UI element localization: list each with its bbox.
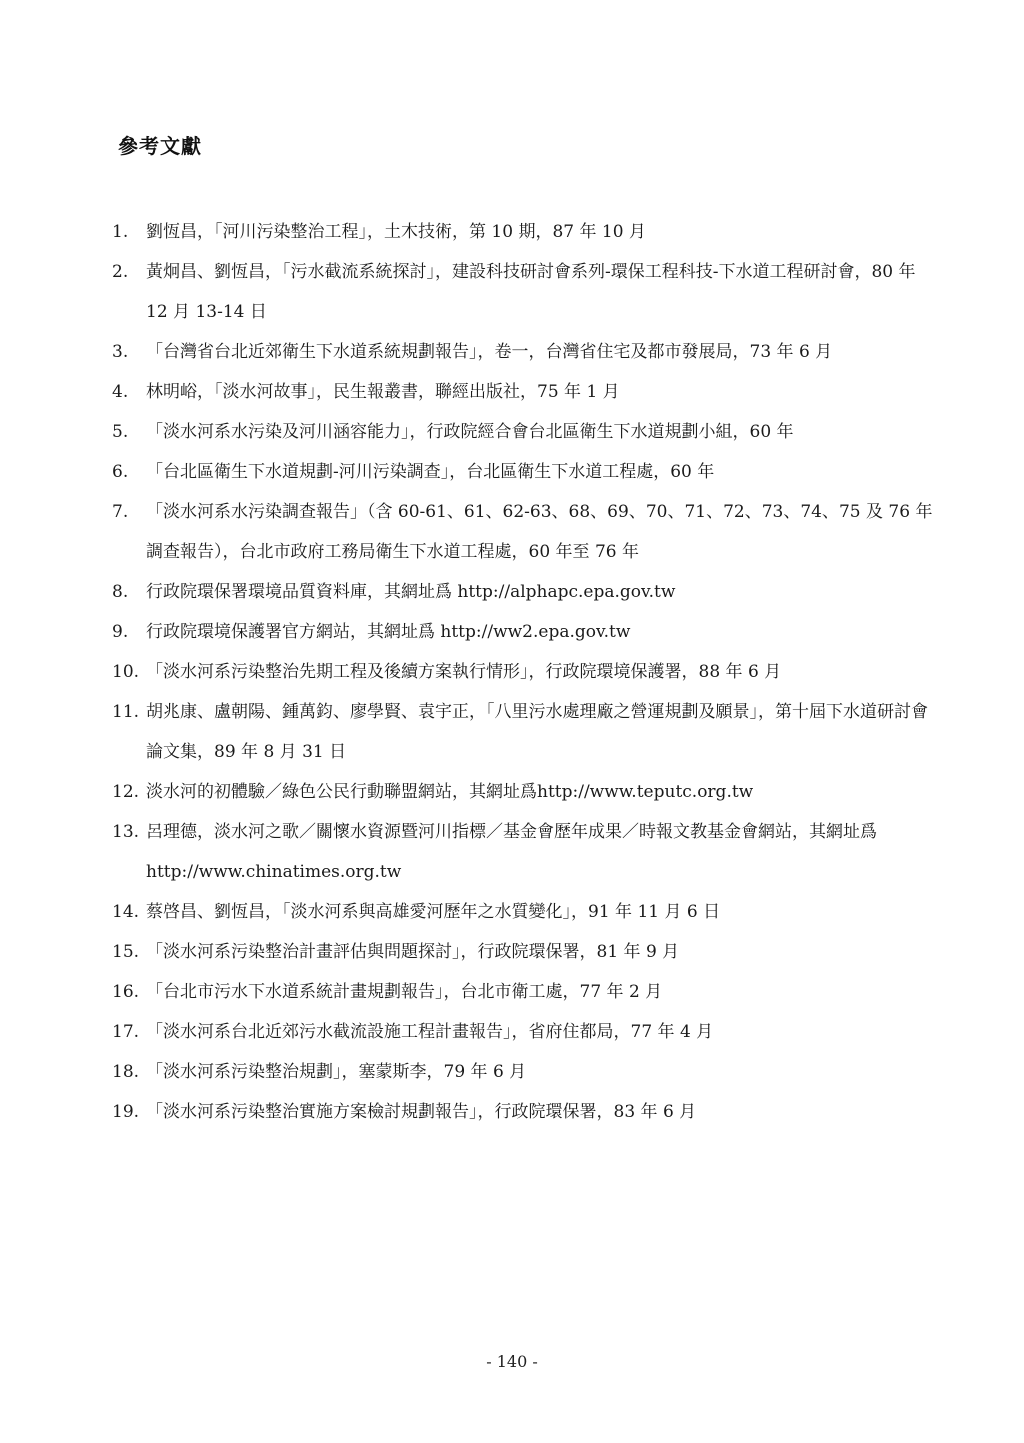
reference-number: 13. xyxy=(112,822,140,842)
reference-number: 3. xyxy=(112,342,129,362)
reference-text: 「台北市污水下水道系統計畫規劃報告」，台北市衛工處，77 年 2 月 xyxy=(146,982,663,1002)
reference-number: 14. xyxy=(112,902,140,922)
reference-number: 6. xyxy=(112,462,129,482)
reference-item xyxy=(112,652,942,692)
reference-number: 11. xyxy=(112,702,140,722)
reference-text: 淡水河的初體驗／綠色公民行動聯盟網站，其網址爲http://www.teputc.org.tw xyxy=(146,782,754,802)
reference-item xyxy=(112,892,942,932)
reference-item xyxy=(112,932,942,972)
reference-number: 18. xyxy=(112,1062,140,1082)
reference-item xyxy=(112,572,942,612)
reference-number: 4. xyxy=(112,382,129,402)
reference-number: 10. xyxy=(112,662,140,682)
reference-item xyxy=(112,412,942,452)
reference-item xyxy=(112,372,942,412)
reference-text: 「淡水河系污染整治先期工程及後續方案執行情形」，行政院環境保護署，88 年 6 月 xyxy=(146,662,782,682)
reference-text: 「淡水河系水污染及河川涵容能力」，行政院經合會台北區衛生下水道規劃小組，60 年 xyxy=(146,422,794,442)
reference-item xyxy=(112,972,942,1012)
reference-text: 黃炯昌、劉恆昌，「污水截流系統探討」，建設科技研討會系列-環保工程科技-下水道工程研討會，80 年 12 月 13-14 日 xyxy=(146,262,916,322)
reference-number: 16. xyxy=(112,982,140,1002)
reference-text: 蔡啓昌、劉恆昌，「淡水河系與高雄愛河歷年之水質變化」，91 年 11 月 6 日 xyxy=(146,902,721,922)
reference-list xyxy=(112,212,942,1132)
page-number: - 140 - xyxy=(486,1352,538,1371)
reference-text: 「台灣省台北近郊衛生下水道系統規劃報告」，卷一，台灣省住宅及都市發展局，73 年 6 月 xyxy=(146,342,833,362)
reference-number: 17. xyxy=(112,1022,140,1042)
reference-item xyxy=(112,692,942,772)
reference-number: 8. xyxy=(112,582,129,602)
reference-number: 15. xyxy=(112,942,140,962)
reference-text: 劉恆昌，「河川污染整治工程」，土木技術，第 10 期，87 年 10 月 xyxy=(146,222,646,242)
reference-text: 胡兆康、盧朝陽、鍾萬鈞、廖學賢、袁宇正，「八里污水處理廠之營運規劃及願景」，第十屆下水道研討會論文集，89 年 8 月 31 日 xyxy=(146,702,928,762)
reference-item xyxy=(112,252,942,332)
reference-item xyxy=(112,452,942,492)
reference-text: 「淡水河系污染整治計畫評估與問題探討」，行政院環保署，81 年 9 月 xyxy=(146,942,680,962)
reference-text: 林明峪，「淡水河故事」，民生報叢書，聯經出版社，75 年 1 月 xyxy=(146,382,620,402)
reference-number: 1. xyxy=(112,222,129,242)
reference-item xyxy=(112,1092,942,1132)
reference-item xyxy=(112,332,942,372)
reference-text: 「淡水河系污染整治實施方案檢討規劃報告」，行政院環保署，83 年 6 月 xyxy=(146,1102,697,1122)
reference-text: 「淡水河系污染整治規劃」，塞蒙斯李，79 年 6 月 xyxy=(146,1062,527,1082)
reference-number: 19. xyxy=(112,1102,140,1122)
reference-item xyxy=(112,1012,942,1052)
reference-text: 「台北區衛生下水道規劃-河川污染調查」，台北區衛生下水道工程處，60 年 xyxy=(146,462,715,482)
reference-number: 2. xyxy=(112,262,129,282)
reference-text: 「淡水河系水污染調查報告」（含 60-61、61、62-63、68、69、70、71、72、73、74、75 及 76 年調查報告），台北市政府工務局衛生下水道工程處，60 年至 76 年 xyxy=(146,502,933,562)
reference-text: 行政院環境保護署官方網站，其網址爲 http://ww2.epa.gov.tw xyxy=(146,622,631,642)
reference-item xyxy=(112,1052,942,1092)
reference-text: 呂理德，淡水河之歌／關懷水資源暨河川指標／基金會歷年成果／時報文教基金會網站，其網址爲http://www.chinatimes.org.tw xyxy=(146,822,877,882)
reference-text: 「淡水河系台北近郊污水截流設施工程計畫報告」，省府住都局，77 年 4 月 xyxy=(146,1022,714,1042)
reference-number: 12. xyxy=(112,782,140,802)
reference-item xyxy=(112,812,942,892)
page-title: 參考文獻 xyxy=(118,134,202,158)
reference-item xyxy=(112,612,942,652)
reference-item xyxy=(112,212,942,252)
reference-number: 9. xyxy=(112,622,129,642)
reference-item xyxy=(112,772,942,812)
reference-number: 5. xyxy=(112,422,129,442)
reference-text: 行政院環保署環境品質資料庫，其網址爲 http://alphapc.epa.gov.tw xyxy=(146,582,676,602)
reference-item xyxy=(112,492,942,572)
reference-number: 7. xyxy=(112,502,129,522)
